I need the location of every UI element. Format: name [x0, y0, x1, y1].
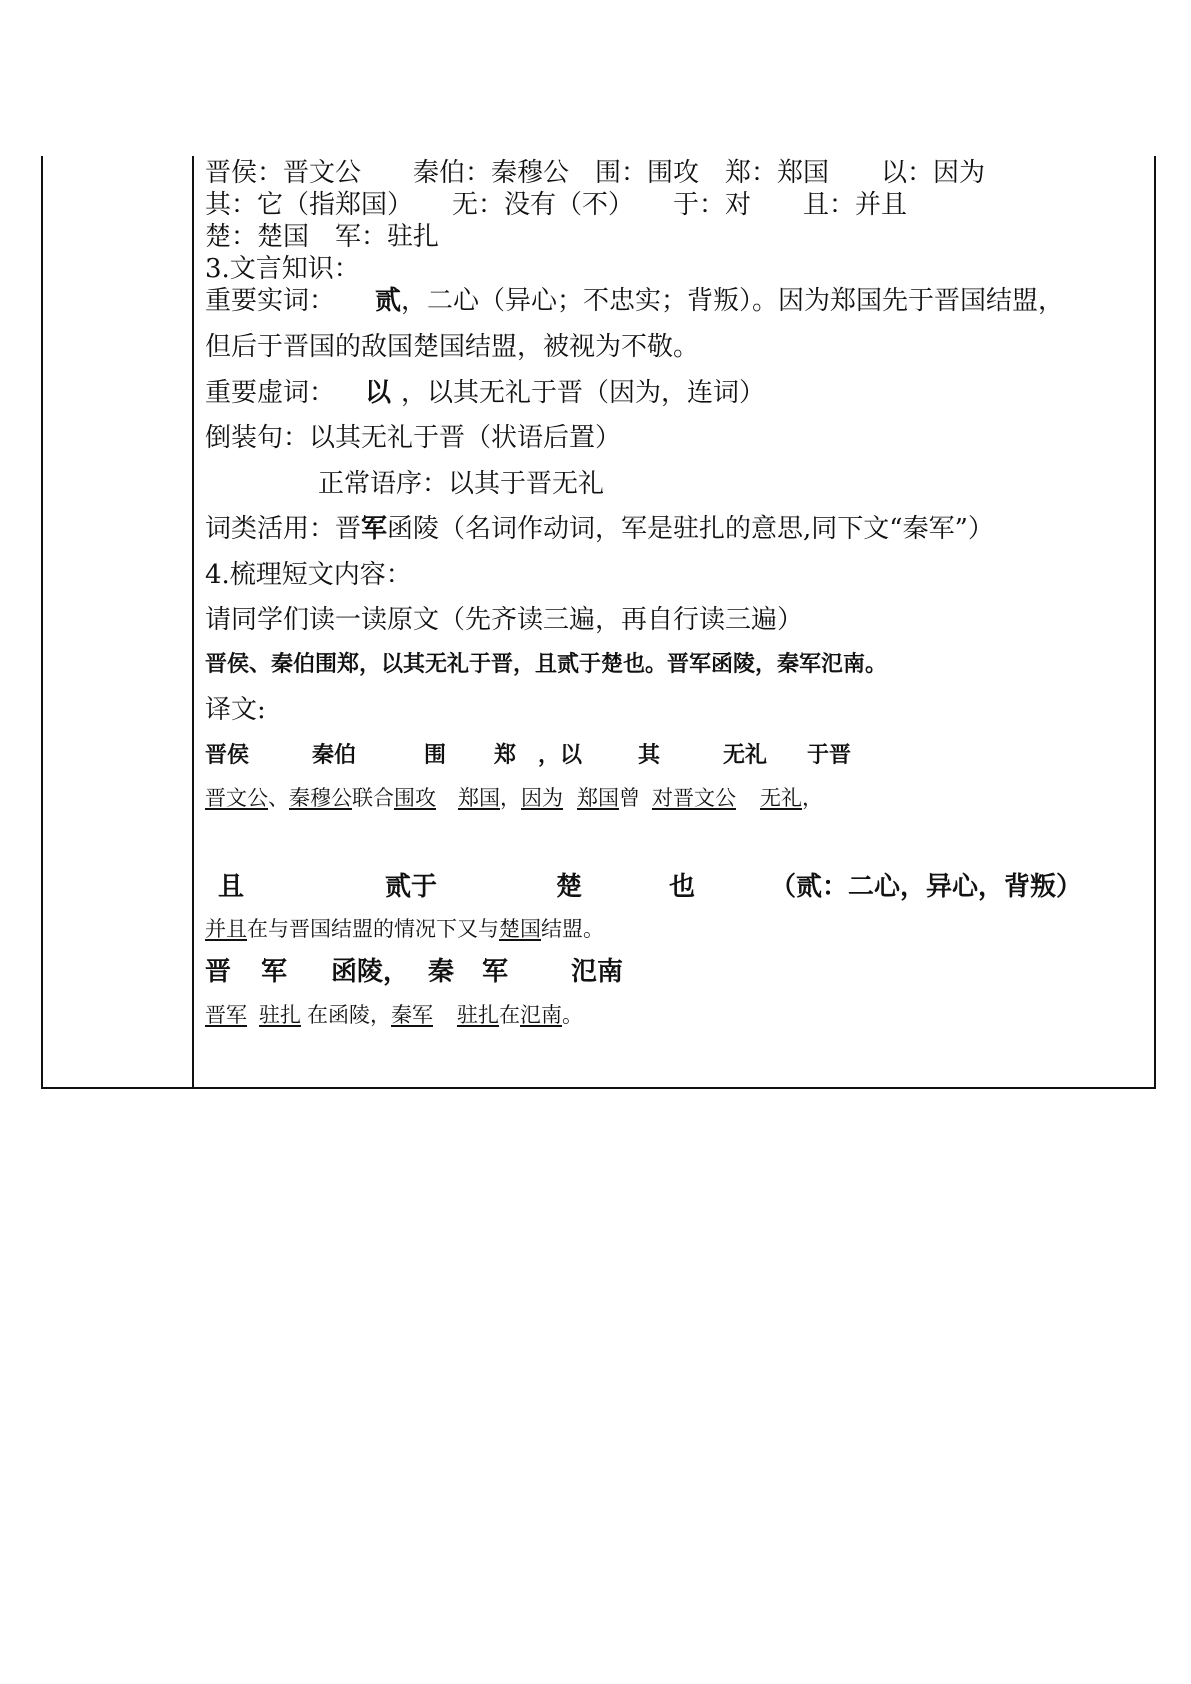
- r3-t-6: 在: [499, 1003, 520, 1027]
- r1-word-4: 郑: [494, 743, 517, 768]
- r3-t-7: 氾南: [520, 1003, 562, 1027]
- r1-t-6: 郑国: [458, 786, 500, 810]
- r1-word-8: 于晋: [807, 743, 852, 768]
- glossary-line-3: 楚：楚国 军：驻扎: [205, 222, 440, 252]
- glossary-line-1: 晋侯：晋文公 秦伯：秦穆公 围：围攻 郑：郑国 以：因为: [205, 158, 986, 188]
- r1-t-2: 、: [268, 786, 289, 810]
- section-4-heading: 4.梳理短文内容：: [205, 560, 412, 590]
- xuci-word: 以: [365, 378, 392, 408]
- r1-word-2: 秦伯: [312, 743, 357, 768]
- zhengchang-line: 正常语序：以其于晋无礼: [318, 469, 605, 499]
- cilei-line: [205, 516, 994, 542]
- r3-t-3: 在函陵，: [307, 1003, 391, 1027]
- r3-t-1: 晋军: [205, 1003, 247, 1027]
- shici-text: ，二心（异心；不忠实；背叛）。因为郑国先于晋国结盟，: [401, 286, 1065, 316]
- r2-word-2: 贰于: [385, 872, 438, 902]
- r1-t-7: ，: [500, 786, 521, 810]
- xuci-line: [205, 380, 765, 406]
- r2-t-4: 结盟。: [541, 917, 604, 941]
- r3-word-2: 军: [261, 957, 288, 987]
- cilei-label: 词类活用：晋: [205, 514, 362, 544]
- r1-word-1: 晋侯: [205, 743, 250, 768]
- r1-t-9: 郑国: [577, 786, 619, 810]
- r1-t-3: 秦穆公: [289, 786, 352, 810]
- r2-word-5: （贰：二心，异心，背叛）: [770, 872, 1083, 902]
- r2-word-4: 也: [669, 872, 696, 902]
- r3-t-8: 。: [562, 1003, 583, 1027]
- yiwen-label: 译文:: [205, 695, 266, 725]
- r1-t-13: ，: [802, 786, 823, 810]
- r3-t-4: 秦军: [391, 1003, 433, 1027]
- xuci-text: ，以其无礼于晋（因为，连词）: [401, 378, 766, 408]
- r3-word-3: 函陵，: [331, 957, 410, 987]
- shici-continuation: 但后于晋国的敌国楚国结盟，被视为不敬。: [205, 332, 700, 362]
- r2-t-1: 并且: [205, 917, 247, 941]
- r2-word-3: 楚: [556, 872, 583, 902]
- r3-word-6: 氾南: [571, 957, 624, 987]
- glossary-line-2: 其：它（指郑国） 无：没有（不） 于：对 且：并且: [205, 190, 908, 220]
- r1-t-11: 对晋文公: [652, 786, 736, 810]
- shici-label: 重要实词：: [205, 286, 336, 316]
- r1-word-3: 围: [424, 743, 447, 768]
- shici-word: 贰: [375, 286, 402, 316]
- r1-t-1: 晋文公: [205, 786, 268, 810]
- xuci-label: 重要虚词：: [205, 378, 336, 408]
- r1-t-12: 无礼: [760, 786, 802, 810]
- r2-word-1: 且: [218, 872, 245, 902]
- r1-t-8: 因为: [521, 786, 563, 810]
- r3-translation: [205, 1005, 583, 1026]
- cilei-key: 军: [361, 514, 388, 544]
- r1-t-5: 围攻: [394, 786, 436, 810]
- r3-word-1: 晋: [205, 957, 232, 987]
- section-3-heading: 3.文言知识：: [205, 254, 360, 284]
- reading-instruction: 请同学们读一读原文（先齐读三遍，再自行读三遍）: [205, 605, 804, 635]
- r3-t-2: 驻扎: [259, 1003, 301, 1027]
- r1-word-5: ，以: [538, 743, 583, 768]
- cilei-text: 函陵（名词作动词，军是驻扎的意思,同下文“秦军”）: [387, 514, 994, 544]
- daozhuang-line: 倒装句：以其无礼于晋（状语后置）: [205, 423, 622, 453]
- r2-translation: [205, 919, 604, 940]
- r1-translation: [205, 788, 823, 809]
- r2-t-3: 楚国: [499, 917, 541, 941]
- r2-t-2: 在与晋国结盟的情况下又与: [247, 917, 499, 941]
- table-column-divider: [192, 156, 194, 1088]
- r1-t-10: 曾: [619, 786, 640, 810]
- r1-t-4: 联合: [352, 786, 394, 810]
- r1-word-6: 其: [638, 743, 661, 768]
- r1-word-7: 无礼: [723, 743, 768, 768]
- r3-t-5: 驻扎: [457, 1003, 499, 1027]
- original-text: 晋侯、秦伯围郑，以其无礼于晋，且贰于楚也。晋军函陵，秦军氾南。: [205, 652, 888, 677]
- r3-word-5: 军: [482, 957, 509, 987]
- shici-line: [205, 288, 1064, 314]
- r3-word-4: 秦: [428, 957, 455, 987]
